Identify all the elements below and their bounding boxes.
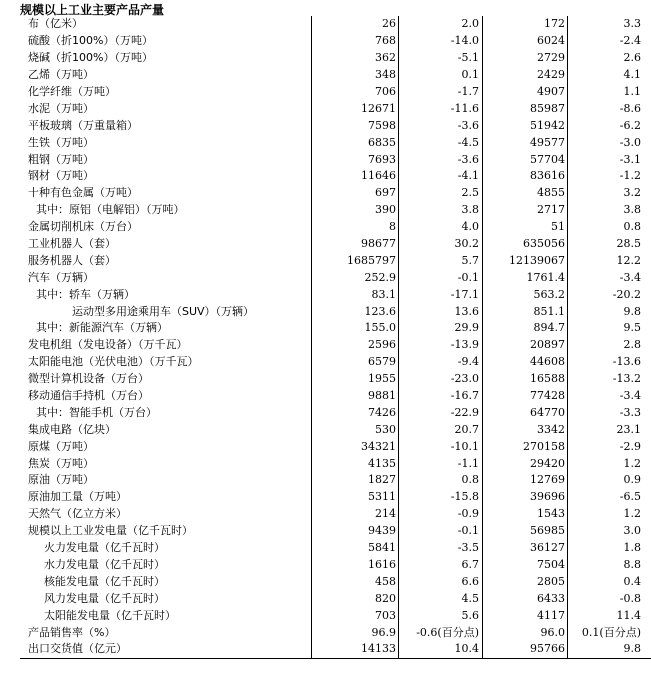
- table-row: [20, 117, 651, 134]
- product-name-cell: 其中：原铝（电解铝）（万吨）: [20, 202, 312, 219]
- ytd-output-cell: 1543: [483, 506, 568, 523]
- month-growth-cell: -1.1: [399, 455, 483, 472]
- product-name-cell: 硫酸（折100%）（万吨）: [20, 33, 312, 50]
- ytd-output-cell: 39696: [483, 489, 568, 506]
- table-row: [20, 202, 651, 219]
- product-name-cell: 钢材（万吨）: [20, 168, 312, 185]
- table-row: [20, 252, 651, 269]
- table-row: [20, 134, 651, 151]
- ytd-growth-cell: 0.4: [623, 574, 641, 588]
- month-growth-cell: -0.9: [399, 506, 483, 523]
- month-growth-cell: -3.6: [399, 117, 483, 134]
- product-name-cell: 风力发电量（亿千瓦时）: [20, 590, 312, 607]
- product-name-cell: 原油（万吨）: [20, 472, 312, 489]
- ytd-output-cell: 51: [483, 219, 568, 236]
- month-output-cell: 14133: [312, 641, 399, 658]
- table-row: [20, 236, 651, 253]
- product-name-cell: 汽车（万辆）: [20, 269, 312, 286]
- ytd-output-cell: 563.2: [483, 286, 568, 303]
- product-name-cell: 水力发电量（亿千瓦时）: [20, 557, 312, 574]
- ytd-growth-cell: -0.8: [619, 591, 641, 605]
- table-row: [20, 388, 651, 405]
- product-name-cell: 烧碱（折100%）（万吨）: [20, 50, 312, 67]
- product-name-cell: 工业机器人（套）: [20, 236, 312, 253]
- month-growth-cell: 30.2: [399, 236, 483, 253]
- month-growth-cell: 3.8: [399, 202, 483, 219]
- month-growth-cell: 4.5: [399, 590, 483, 607]
- month-growth-cell: -10.1: [399, 438, 483, 455]
- ytd-growth-cell: -3.1: [619, 152, 641, 166]
- ytd-output-cell: 57704: [483, 151, 568, 168]
- month-growth-cell: 5.7: [399, 252, 483, 269]
- table-row: [20, 303, 651, 320]
- table-title: 规模以上工业主要产品产量: [20, 3, 165, 17]
- month-growth-cell: -23.0: [399, 371, 483, 388]
- ytd-growth-cell: 2.6: [623, 51, 641, 65]
- month-growth-cell: -1.7: [399, 84, 483, 101]
- table-row: [20, 421, 651, 438]
- month-output-cell: 1616: [312, 557, 399, 574]
- ytd-growth-cell: 23.1: [616, 422, 641, 436]
- month-growth-cell: -15.8: [399, 489, 483, 506]
- month-output-cell: 6835: [312, 134, 399, 151]
- table-row: [20, 506, 651, 523]
- ytd-output-cell: 851.1: [483, 303, 568, 320]
- table-row: [20, 168, 651, 185]
- month-output-cell: 768: [312, 33, 399, 50]
- ytd-growth-cell: -2.9: [619, 439, 641, 453]
- ytd-output-cell: 1761.4: [483, 269, 568, 286]
- ytd-growth-cell: 1.1: [623, 85, 641, 98]
- month-growth-cell: 6.7: [399, 557, 483, 574]
- production-table: [20, 16, 651, 659]
- month-growth-cell: -4.1: [399, 168, 483, 185]
- month-output-cell: 6579: [312, 354, 399, 371]
- ytd-growth-cell: 3.2: [623, 186, 641, 200]
- table-row: [20, 523, 651, 540]
- ytd-output-cell: 20897: [483, 337, 568, 354]
- table-row: [20, 573, 651, 590]
- product-name-cell: 运动型多用途乘用车（SUV）（万辆）: [20, 303, 312, 320]
- ytd-growth-cell: -13.6: [612, 355, 641, 369]
- product-name-cell: 金属切削机床（万台）: [20, 219, 312, 236]
- month-growth-cell: 0.1: [399, 67, 483, 84]
- month-output-cell: 348: [312, 67, 399, 84]
- product-name-cell: 太阳能电池（光伏电池）（万千瓦）: [20, 354, 312, 371]
- month-growth-cell: 20.7: [399, 421, 483, 438]
- month-output-cell: 34321: [312, 438, 399, 455]
- product-name-cell: 生铁（万吨）: [20, 134, 312, 151]
- month-output-cell: 1955: [312, 371, 399, 388]
- table-row: [20, 489, 651, 506]
- ytd-output-cell: 29420: [483, 455, 568, 472]
- month-output-cell: 26: [312, 16, 399, 33]
- month-output-cell: 123.6: [312, 303, 399, 320]
- month-growth-cell: 10.4: [399, 641, 483, 658]
- month-output-cell: 83.1: [312, 286, 399, 303]
- table-row: [20, 50, 651, 67]
- ytd-output-cell: 2729: [483, 50, 568, 67]
- month-output-cell: 2596: [312, 337, 399, 354]
- product-name-cell: 乙烯（万吨）: [20, 67, 312, 84]
- month-growth-cell: -22.9: [399, 404, 483, 421]
- month-output-cell: 12671: [312, 100, 399, 117]
- month-growth-cell: -13.9: [399, 337, 483, 354]
- ytd-growth-cell: 3.3: [623, 17, 641, 31]
- month-output-cell: 9439: [312, 523, 399, 540]
- month-output-cell: 1685797: [312, 252, 399, 269]
- month-growth-cell: 0.8: [399, 472, 483, 489]
- ytd-output-cell: 6024: [483, 33, 568, 50]
- ytd-output-cell: 85987: [483, 100, 568, 117]
- table-row: [20, 624, 651, 641]
- ytd-output-cell: 172: [483, 16, 568, 33]
- ytd-output-cell: 36127: [483, 540, 568, 557]
- table-row: [20, 269, 651, 286]
- product-name-cell: 粗钢（万吨）: [20, 151, 312, 168]
- ytd-growth-cell: -20.2: [612, 287, 641, 301]
- ytd-growth-cell: 9.5: [623, 321, 641, 335]
- month-output-cell: 390: [312, 202, 399, 219]
- product-name-cell: 其中：新能源汽车（万辆）: [20, 320, 312, 337]
- ytd-output-cell: 3342: [483, 421, 568, 438]
- table-row: [20, 84, 651, 101]
- month-output-cell: 1827: [312, 472, 399, 489]
- product-name-cell: 规模以上工业发电量（亿千瓦时）: [20, 523, 312, 540]
- month-output-cell: 7693: [312, 151, 399, 168]
- ytd-output-cell: 96.0: [483, 624, 568, 641]
- product-name-cell: 集成电路（亿块）: [20, 421, 312, 438]
- product-name-cell: 发电机组（发电设备）（万千瓦）: [20, 337, 312, 354]
- ytd-growth-cell: 4.1: [623, 68, 641, 82]
- month-growth-cell: 2.0: [399, 16, 483, 33]
- month-output-cell: 5311: [312, 489, 399, 506]
- ytd-growth-cell: -2.4: [619, 34, 641, 48]
- table-row: [20, 590, 651, 607]
- ytd-output-cell: 64770: [483, 404, 568, 421]
- ytd-growth-cell: 0.8: [623, 220, 641, 234]
- table-row: [20, 557, 651, 574]
- table-row: [20, 185, 651, 202]
- ytd-growth-cell: -3.3: [619, 405, 641, 419]
- month-growth-cell: -0.6(百分点): [399, 624, 483, 641]
- month-output-cell: 252.9: [312, 269, 399, 286]
- product-name-cell: 其中：智能手机（万台）: [20, 404, 312, 421]
- ytd-output-cell: 7504: [483, 557, 568, 574]
- ytd-output-cell: 56985: [483, 523, 568, 540]
- month-growth-cell: -5.1: [399, 50, 483, 67]
- product-name-cell: 太阳能发电量（亿千瓦时）: [20, 607, 312, 624]
- ytd-growth-cell: 3.8: [623, 203, 641, 217]
- ytd-growth-cell: -8.6: [619, 101, 641, 115]
- month-growth-cell: -16.7: [399, 388, 483, 405]
- ytd-output-cell: 270158: [483, 438, 568, 455]
- month-output-cell: 362: [312, 50, 399, 67]
- month-growth-cell: 13.6: [399, 303, 483, 320]
- table-row: [20, 472, 651, 489]
- table-row: [20, 151, 651, 168]
- ytd-output-cell: 95766: [483, 641, 568, 658]
- month-output-cell: 7426: [312, 404, 399, 421]
- table-row: [20, 100, 651, 117]
- product-name-cell: 出口交货值（亿元）: [20, 641, 312, 658]
- month-output-cell: 9881: [312, 388, 399, 405]
- ytd-output-cell: 44608: [483, 354, 568, 371]
- table-row: [20, 540, 651, 557]
- month-growth-cell: 29.9: [399, 320, 483, 337]
- table-row: [20, 16, 651, 33]
- month-growth-cell: 2.5: [399, 185, 483, 202]
- table-row: [20, 404, 651, 421]
- product-name-cell: 平板玻璃（万重量箱）: [20, 117, 312, 134]
- product-name-cell: 产品销售率（%）: [20, 624, 312, 641]
- month-output-cell: 530: [312, 421, 399, 438]
- month-growth-cell: -11.6: [399, 100, 483, 117]
- ytd-output-cell: 2429: [483, 67, 568, 84]
- product-name-cell: 原煤（万吨）: [20, 438, 312, 455]
- table-row: [20, 371, 651, 388]
- ytd-output-cell: 83616: [483, 168, 568, 185]
- ytd-growth-cell: -3.4: [619, 389, 641, 403]
- month-output-cell: 4135: [312, 455, 399, 472]
- month-growth-cell: 4.0: [399, 219, 483, 236]
- ytd-output-cell: 4117: [483, 607, 568, 624]
- month-growth-cell: -9.4: [399, 354, 483, 371]
- ytd-output-cell: 2805: [483, 573, 568, 590]
- product-name-cell: 火力发电量（亿千瓦时）: [20, 540, 312, 557]
- month-output-cell: 7598: [312, 117, 399, 134]
- month-growth-cell: -3.5: [399, 540, 483, 557]
- month-growth-cell: -0.1: [399, 269, 483, 286]
- ytd-output-cell: 4907: [483, 84, 568, 101]
- ytd-growth-cell: 1.2: [623, 507, 641, 521]
- ytd-growth-cell: 1.8: [623, 541, 641, 555]
- month-output-cell: 820: [312, 590, 399, 607]
- ytd-growth-cell: 11.4: [616, 608, 641, 622]
- ytd-growth-cell: 2.8: [623, 338, 641, 352]
- table-row: [20, 455, 651, 472]
- month-output-cell: 697: [312, 185, 399, 202]
- product-name-cell: 布（亿米）: [20, 16, 312, 33]
- ytd-output-cell: 12769: [483, 472, 568, 489]
- month-output-cell: 155.0: [312, 320, 399, 337]
- ytd-output-cell: 2717: [483, 202, 568, 219]
- ytd-output-cell: 635056: [483, 236, 568, 253]
- product-name-cell: 微型计算机设备（万台）: [20, 371, 312, 388]
- ytd-growth-cell: 1.2: [623, 456, 641, 470]
- table-body: [20, 16, 651, 658]
- ytd-output-cell: 894.7: [483, 320, 568, 337]
- ytd-growth-cell: 3.0: [623, 524, 641, 538]
- month-growth-cell: -17.1: [399, 286, 483, 303]
- product-name-cell: 水泥（万吨）: [20, 100, 312, 117]
- ytd-growth-cell: -6.5: [619, 490, 641, 504]
- ytd-growth-cell: 0.9: [623, 473, 641, 487]
- ytd-output-cell: 16588: [483, 371, 568, 388]
- ytd-growth-cell: -3.4: [619, 270, 641, 284]
- ytd-output-cell: 6433: [483, 590, 568, 607]
- product-name-cell: 焦炭（万吨）: [20, 455, 312, 472]
- month-growth-cell: -3.6: [399, 151, 483, 168]
- month-growth-cell: 6.6: [399, 573, 483, 590]
- product-name-cell: 十种有色金属（万吨）: [20, 185, 312, 202]
- month-output-cell: 98677: [312, 236, 399, 253]
- ytd-growth-cell: -13.2: [612, 372, 641, 386]
- table-row: [20, 438, 651, 455]
- product-name-cell: 服务机器人（套）: [20, 252, 312, 269]
- table-row: [20, 219, 651, 236]
- table-row: [20, 67, 651, 84]
- ytd-growth-cell: -3.0: [619, 135, 641, 149]
- product-name-cell: 核能发电量（亿千瓦时）: [20, 573, 312, 590]
- product-name-cell: 天然气（亿立方米）: [20, 506, 312, 523]
- month-output-cell: 706: [312, 84, 399, 101]
- product-name-cell: 原油加工量（万吨）: [20, 489, 312, 506]
- table-row: [20, 607, 651, 624]
- ytd-growth-cell: 12.2: [616, 253, 641, 267]
- table-row: [20, 286, 651, 303]
- product-name-cell: 移动通信手持机（万台）: [20, 388, 312, 405]
- month-growth-cell: -4.5: [399, 134, 483, 151]
- ytd-growth-cell: -1.2: [619, 169, 641, 183]
- product-name-cell: 其中：轿车（万辆）: [20, 286, 312, 303]
- month-growth-cell: 5.6: [399, 607, 483, 624]
- ytd-output-cell: 4855: [483, 185, 568, 202]
- ytd-growth-cell: 8.8: [623, 557, 641, 571]
- ytd-growth-cell: 28.5: [616, 237, 641, 251]
- month-output-cell: 96.9: [312, 624, 399, 641]
- ytd-growth-cell: -6.2: [619, 118, 641, 132]
- product-name-cell: 化学纤维（万吨）: [20, 84, 312, 101]
- month-output-cell: 214: [312, 506, 399, 523]
- month-output-cell: 11646: [312, 168, 399, 185]
- ytd-output-cell: 12139067: [483, 252, 568, 269]
- ytd-output-cell: 49577: [483, 134, 568, 151]
- table-row: [20, 354, 651, 371]
- ytd-growth-cell: 0.1(百分点): [581, 625, 641, 639]
- table-row: [20, 33, 651, 50]
- table-row: [20, 641, 651, 658]
- month-output-cell: 5841: [312, 540, 399, 557]
- ytd-growth-cell: 9.8: [623, 304, 641, 318]
- ytd-growth-cell: 9.8: [568, 641, 651, 658]
- ytd-output-cell: 51942: [483, 117, 568, 134]
- month-output-cell: 458: [312, 573, 399, 590]
- table-row: [20, 320, 651, 337]
- month-growth-cell: -0.1: [399, 523, 483, 540]
- table-row: [20, 337, 651, 354]
- month-growth-cell: -14.0: [399, 33, 483, 50]
- ytd-output-cell: 77428: [483, 388, 568, 405]
- month-output-cell: 8: [312, 219, 399, 236]
- month-output-cell: 703: [312, 607, 399, 624]
